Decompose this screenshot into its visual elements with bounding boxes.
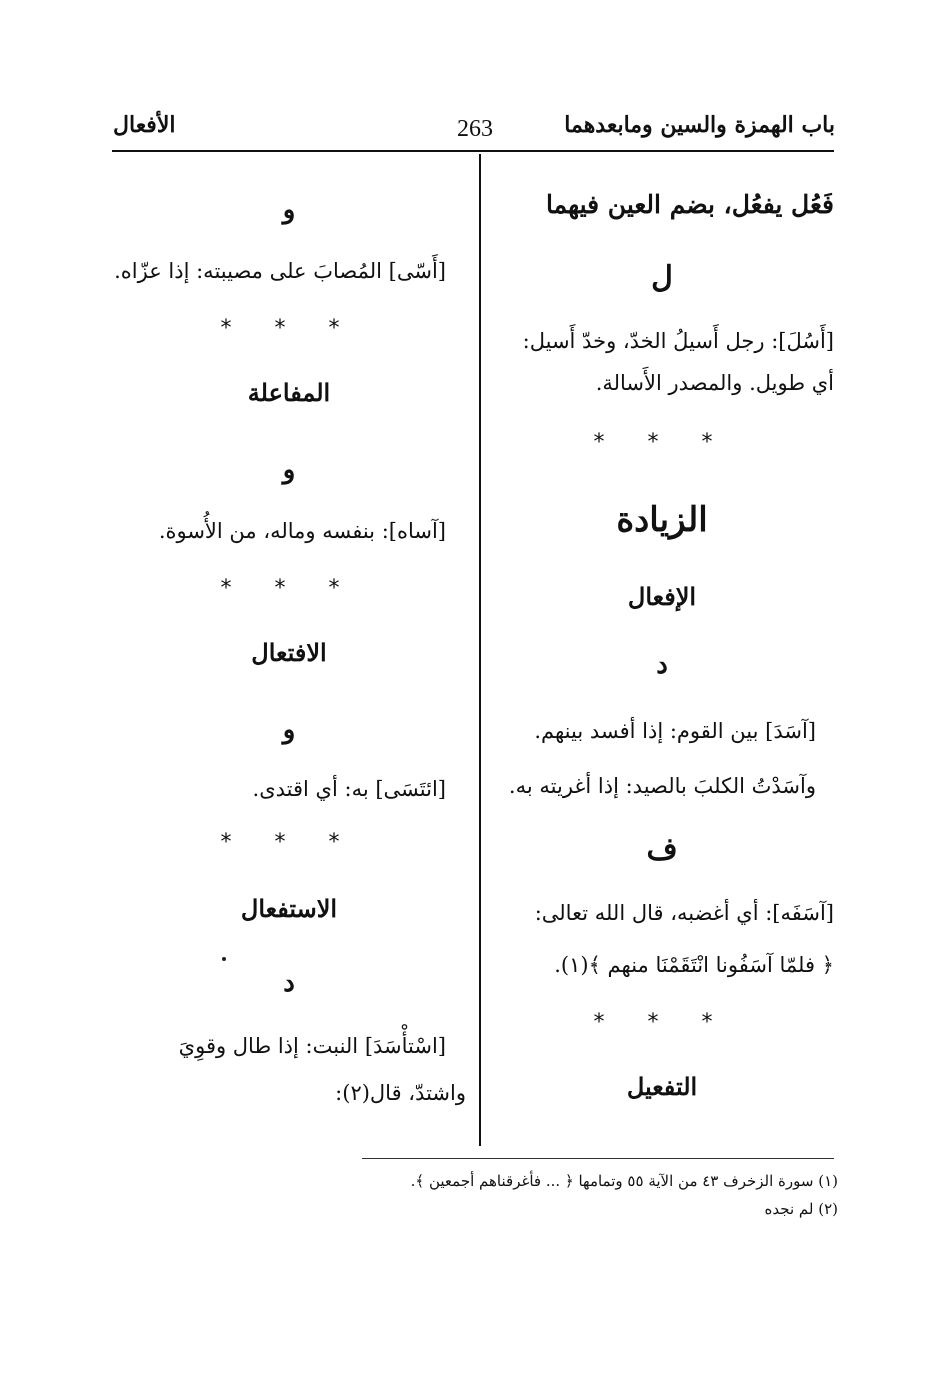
entry-line: [آساه]: بنفسه وماله، من الأُسوة. [158,519,446,543]
separator-stars: * * * [220,316,358,341]
page-number: 263 [457,116,493,142]
subsection-heading: الاستفعال [240,894,338,923]
entry-line: [آسَدَ] بين القوم: إذا أفسد بينهم. [534,719,816,743]
separator-stars: * * * [220,576,358,601]
subsection-heading: الإفعال [627,582,697,611]
subsection-heading: الافتعال [251,638,327,667]
letter-heading: ف [646,832,678,867]
letter-heading: و [282,195,296,225]
entry-line: [ائتَسَى] به: أي اقتدى. [252,777,446,801]
entry-line: أي طويل. والمصدر الأَسالة. [595,371,834,395]
letter-heading: ل [651,260,673,295]
letter-heading: د [283,968,295,998]
quran-quote: ﴿ فلمّا آسَفُونا انْتَقَمْنَا منهم ﴾(١). [554,953,834,977]
entry-line: وآسَدْتُ الكلبَ بالصيد: إذا أغريته به. [508,774,816,798]
column-divider [479,154,481,1146]
footnote-rule [362,1158,834,1159]
entry-line: [أَسُلَ]: رجل أَسيلُ الخدّ، وخدّ أَسيل: [522,329,834,353]
subsection-heading: المفاعلة [247,378,331,407]
letter-heading: و [282,455,296,485]
separator-stars: * * * [593,430,731,455]
chapter-title: باب الهمزة والسين ومابعدهما [564,112,835,138]
letter-heading: و [282,715,296,745]
letter-heading: د [656,650,668,680]
pattern-heading: فَعُل يفعُل، بضم العين فيهما [546,190,834,219]
section-heading: الزيادة [616,500,708,540]
footnote-2: (٢) لم نجده [764,1200,838,1218]
footnote-1: (١) سورة الزخرف ٤٣ من الآية ٥٥ وتمامها ﴿ ... فأغرقناهم أجمعين ﴾. [410,1172,838,1190]
entry-line: واشتدّ، قال(٢): [335,1081,466,1105]
separator-stars: * * * [593,1010,731,1035]
subsection-heading: التفعيل [626,1072,698,1101]
separator-stars: * * * [220,830,358,855]
entry-line: [اسْتأْسَدَ] النبت: إذا طال وقوِيَ [178,1034,446,1058]
section-title: الأفعال [113,112,176,138]
entry-line: [أَسّى] المُصابَ على مصيبته: إذا عزّاه. [114,259,446,283]
ink-speck [222,957,226,961]
entry-line: [آسَفَه]: أي أغضبه، قال الله تعالى: [534,901,834,925]
header-rule [112,150,834,152]
